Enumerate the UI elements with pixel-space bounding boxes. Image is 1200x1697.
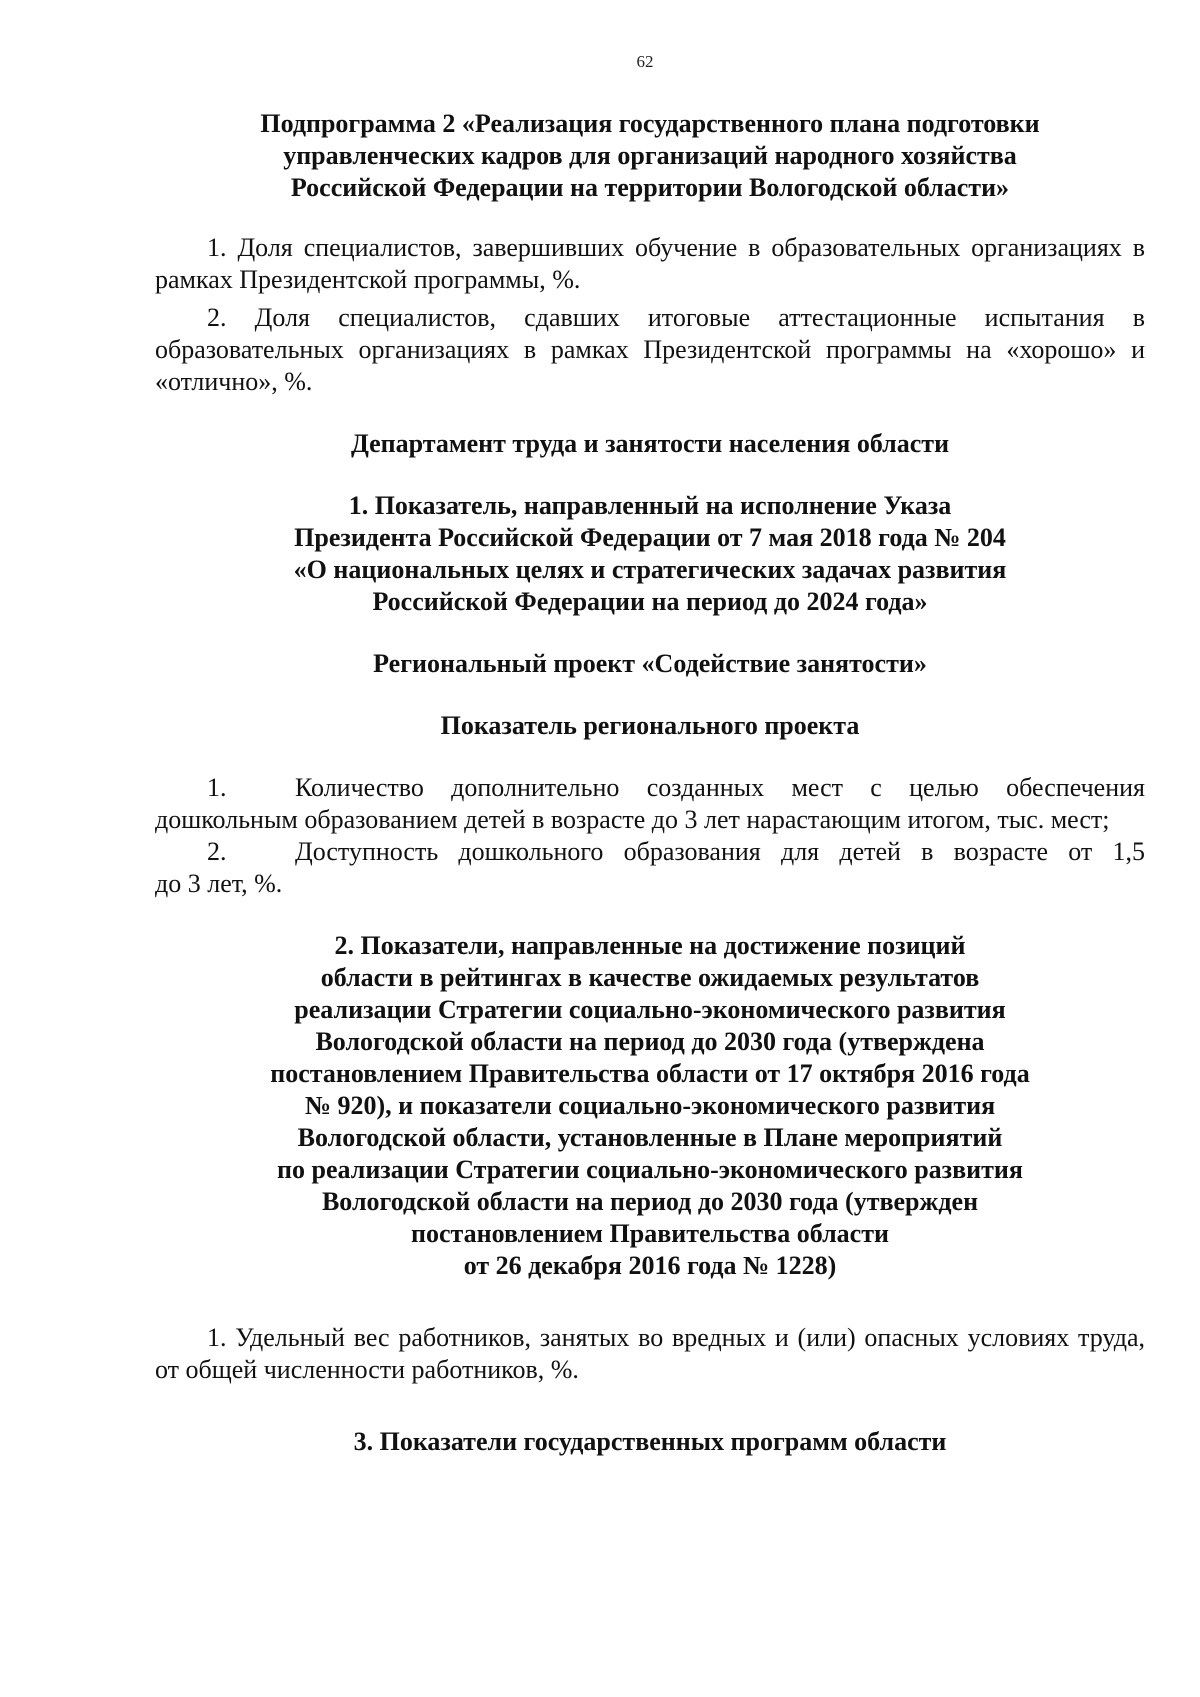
heading-line: Вологодской области, установленные в Плане мероприятий [297,1123,1003,1152]
heading-line: 2. Показатели, направленные на достижение позиций [334,931,966,960]
regional-item [155,836,1145,900]
heading-line: Президента Российской Федерации от 7 мая 2018 года № 204 [294,523,1006,552]
heading-line: Вологодской области на период до 2030 года (утвержден [321,1187,979,1216]
subprogram-item: 1. Доля специалистов, завершивших обучение в образовательных организациях в рамках Президентской программы, %. [155,233,1145,294]
section2-item: 1. Удельный вес работников, занятых во вредных и (или) опасных условиях труда, от общей численности работников, %. [155,1323,1145,1384]
section3-heading: 3. Показатели государственных программ области [353,1427,947,1456]
heading-line: Российской Федерации на период до 2024 года» [372,587,928,616]
heading-line: 1. Показатель, направленный на исполнение Указа [348,491,952,520]
heading-line: Российской Федерации на территории Вологодской области» [290,173,1010,202]
heading-line: Вологодской области на период до 2030 года (утверждена [315,1027,985,1056]
heading-line: Подпрограмма 2 «Реализация государственного плана подготовки [260,109,1040,138]
item-text-first: Доступность дошкольного образования для детей в возрасте от 1,5 [295,837,1145,866]
department-heading: Департамент труда и занятости населения области [350,429,950,458]
heading-line: постановлением Правительства области от 17 октября 2016 года [270,1059,1030,1088]
heading-line: управленческих кадров для организаций народного хозяйства [283,141,1017,170]
subprogram-heading [155,108,1145,204]
heading-line: «О национальных целях и стратегических задачах развития [293,555,1007,584]
section1-heading [155,490,1145,618]
heading-line: по реализации Стратегии социально-экономического развития [277,1155,1023,1184]
regional-project-heading: Региональный проект «Содействие занятости» [373,649,927,678]
page-number: 62 [636,52,654,71]
regional-item [155,772,1145,836]
section2-heading [155,930,1145,1282]
item-text-rest: дошкольным образованием детей в возрасте до 3 лет нарастающим итогом, тыс. мест; [155,805,1110,834]
heading-line: от 26 декабря 2016 года № 1228) [463,1251,837,1280]
heading-line: постановлением Правительства области [411,1219,889,1248]
item-text-rest: до 3 лет, %. [155,869,283,898]
heading-line: № 920), и показатели социально-экономического развития [304,1091,996,1120]
item-text-first: Количество дополнительно созданных мест с целью обеспечения [295,773,1145,802]
heading-line: области в рейтингах в качестве ожидаемых результатов [320,963,980,992]
item-number: 1. [207,773,227,802]
subprogram-item: 2. Доля специалистов, сдавших итоговые аттестационные испытания в образовательных организациях в рамках Президентской программы на «хорошо» и «отлично», %. [155,303,1145,396]
heading-line: реализации Стратегии социально-экономического развития [294,995,1006,1024]
regional-indicator-heading: Показатель регионального проекта [440,711,860,740]
document-body [155,108,1145,1458]
item-number: 2. [207,837,227,866]
